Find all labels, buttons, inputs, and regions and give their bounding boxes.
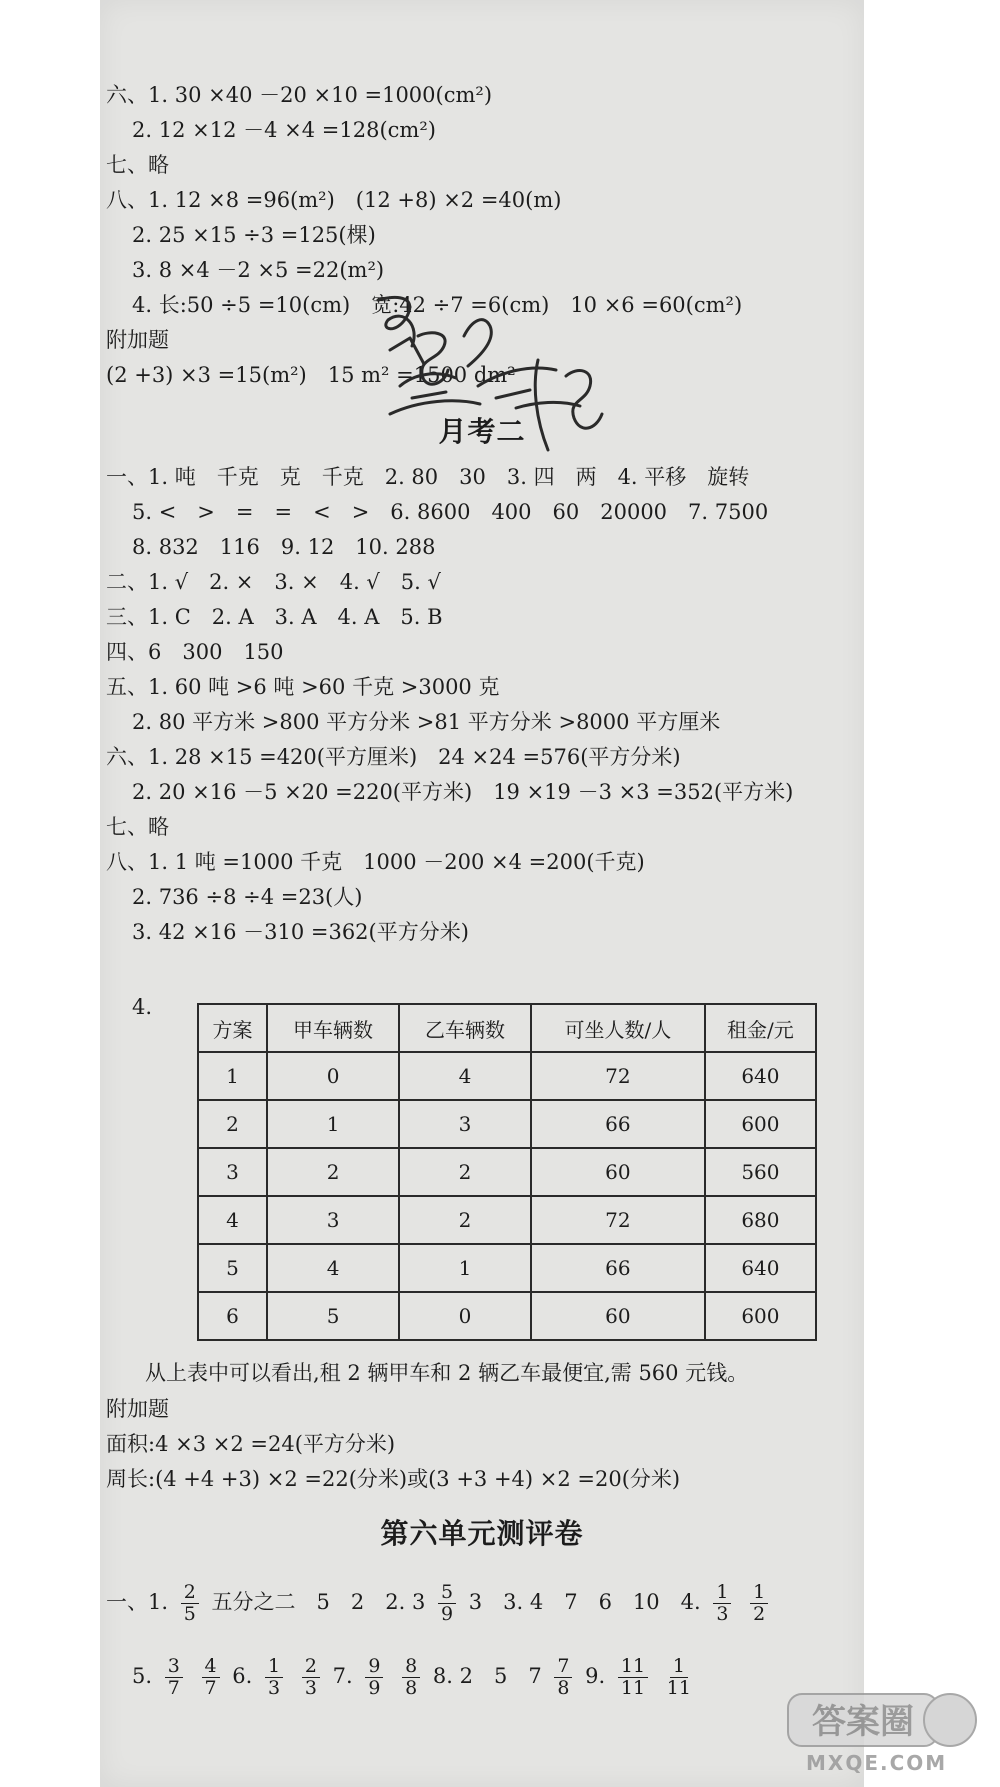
numerator: 1 (713, 1582, 731, 1604)
answer-line: 八、1. 1 吨 =1000 千克 1000 －200 ×4 =200(千克) (106, 850, 645, 874)
table-cell: 600 (705, 1100, 816, 1148)
table-cell: 60 (531, 1292, 705, 1340)
denominator: 9 (441, 1603, 454, 1625)
table-cell: 2 (399, 1148, 531, 1196)
answer-line: 六、1. 28 ×15 =420(平方厘米) 24 ×24 =576(平方分米) (106, 745, 681, 769)
answer-line: 面积:4 ×3 ×2 =24(平方分米) (106, 1432, 396, 1456)
denominator: 9 (368, 1677, 381, 1699)
numerator: 7 (554, 1656, 572, 1678)
numerator: 8 (402, 1656, 420, 1678)
table-header: 可坐人数/人 (531, 1004, 705, 1052)
table-cell: 72 (531, 1196, 705, 1244)
table-cell: 2 (399, 1196, 531, 1244)
numerator: 9 (365, 1656, 383, 1678)
table-header-row (198, 1004, 816, 1052)
section-label: 附加题 (106, 1397, 169, 1421)
table-row (198, 1244, 816, 1292)
watermark-logo-icon (782, 1686, 992, 1776)
fraction (302, 1656, 320, 1699)
table-cell: 4 (399, 1052, 531, 1100)
answer-line: 四、6 300 150 (106, 640, 284, 664)
fraction (202, 1656, 220, 1699)
denominator: 3 (304, 1677, 317, 1699)
answer-text: 7. (332, 1664, 353, 1688)
table-header: 租金/元 (705, 1004, 816, 1052)
answer-line: 4. 长:50 ÷5 =10(cm) 宽:42 ÷7 =6(cm) 10 ×6 =60(cm²) (132, 293, 743, 317)
numerator: 2 (302, 1656, 320, 1678)
answer-text: 6. (232, 1664, 253, 1688)
numerator: 1 (670, 1656, 688, 1678)
answer-line: 五、1. 60 吨 >6 吨 >60 千克 >3000 克 (106, 675, 500, 699)
fraction (713, 1582, 731, 1625)
fraction (181, 1582, 199, 1625)
answer-line: 从上表中可以看出,租 2 辆甲车和 2 辆乙车最便宜,需 560 元钱。 (145, 1361, 749, 1385)
denominator: 8 (557, 1677, 570, 1699)
table-cell: 2 (267, 1148, 399, 1196)
table-header: 甲车辆数 (267, 1004, 399, 1052)
numerator: 2 (181, 1582, 199, 1604)
answer-line: 3. 42 ×16 －310 =362(平方分米) (132, 920, 469, 944)
table-cell: 66 (531, 1244, 705, 1292)
table-row (198, 1052, 816, 1100)
denominator: 8 (405, 1677, 418, 1699)
fraction (554, 1656, 572, 1699)
denominator: 3 (268, 1677, 281, 1699)
numerator: 5 (438, 1582, 456, 1604)
answer-line: 2. 12 ×12 －4 ×4 =128(cm²) (132, 118, 436, 142)
fraction (265, 1656, 283, 1699)
fraction-answer-row (106, 1576, 774, 1628)
table-row (198, 1292, 816, 1340)
table-cell: 5 (198, 1244, 267, 1292)
handwritten-signature-icon (360, 290, 630, 470)
table-cell: 3 (267, 1196, 399, 1244)
answer-text: 5. (132, 1664, 153, 1688)
answer-line: 8. 832 116 9. 12 10. 288 (132, 535, 436, 559)
numerator: 11 (618, 1656, 648, 1678)
table-row (198, 1148, 816, 1196)
numerator: 3 (165, 1656, 183, 1678)
fraction (438, 1582, 456, 1625)
table-cell: 2 (198, 1100, 267, 1148)
table-cell: 680 (705, 1196, 816, 1244)
table-row (198, 1196, 816, 1244)
table-cell: 60 (531, 1148, 705, 1196)
table-cell: 640 (705, 1244, 816, 1292)
fraction (402, 1656, 420, 1699)
fraction (365, 1656, 383, 1699)
table-cell: 640 (705, 1052, 816, 1100)
denominator: 3 (716, 1603, 729, 1625)
table-cell: 66 (531, 1100, 705, 1148)
table-cell: 4 (198, 1196, 267, 1244)
numerator: 1 (265, 1656, 283, 1678)
answer-line: 2. 20 ×16 －5 ×20 =220(平方米) 19 ×19 －3 ×3 =352(平方米) (132, 780, 794, 804)
answer-line: 4. (132, 995, 153, 1019)
table-cell: 1 (399, 1244, 531, 1292)
table-header: 方案 (198, 1004, 267, 1052)
rental-plan-table (197, 1003, 817, 1341)
numerator: 1 (750, 1582, 768, 1604)
fraction (750, 1582, 768, 1625)
fraction (667, 1656, 691, 1699)
answer-text: 一、1. (106, 1590, 169, 1614)
answer-line: 二、1. √ 2. × 3. × 4. √ 5. √ (106, 570, 441, 594)
section-heading: 月考二 (438, 415, 526, 448)
answer-line: 八、1. 12 ×8 =96(m²) (12 +8) ×2 =40(m) (106, 188, 562, 212)
section-label: 附加题 (106, 328, 169, 352)
table-cell: 0 (267, 1052, 399, 1100)
fraction-answer-row (132, 1650, 697, 1702)
table-cell: 1 (198, 1052, 267, 1100)
table-cell: 600 (705, 1292, 816, 1340)
section-heading: 第六单元测评卷 (380, 1517, 584, 1550)
table-cell: 72 (531, 1052, 705, 1100)
table-cell: 5 (267, 1292, 399, 1340)
denominator: 2 (753, 1603, 766, 1625)
answer-line: 七、略 (106, 815, 169, 839)
answer-text: 3 3. 4 7 6 10 4. (468, 1590, 701, 1614)
table-cell: 3 (399, 1100, 531, 1148)
answer-line: 3. 8 ×4 －2 ×5 =22(m²) (132, 258, 385, 282)
watermark-url: MXQE.COM (806, 1751, 948, 1775)
answer-line: 三、1. C 2. A 3. A 4. A 5. B (106, 605, 443, 629)
denominator: 11 (666, 1677, 691, 1699)
table-cell: 4 (267, 1244, 399, 1292)
table-cell: 0 (399, 1292, 531, 1340)
table-cell: 560 (705, 1148, 816, 1196)
answer-text: 9. (585, 1664, 606, 1688)
answer-line: 周长:(4 +4 +3) ×2 =22(分米)或(3 +3 +4) ×2 =20(分米) (106, 1467, 681, 1491)
table-header: 乙车辆数 (399, 1004, 531, 1052)
denominator: 7 (167, 1677, 180, 1699)
table-row (198, 1100, 816, 1148)
fraction (618, 1656, 648, 1699)
denominator: 7 (204, 1677, 217, 1699)
fraction (165, 1656, 183, 1699)
answer-line: 六、1. 30 ×40 －20 ×10 =1000(cm²) (106, 83, 493, 107)
answer-line: (2 +3) ×3 =15(m²) 15 m² =1500 dm² (106, 363, 516, 387)
watermark-text: 答案圈 (812, 1702, 914, 1742)
answer-line: 2. 25 ×15 ÷3 =125(棵) (132, 223, 376, 247)
answer-line: 2. 80 平方米 >800 平方分米 >81 平方分米 >8000 平方厘米 (132, 710, 721, 734)
numerator: 4 (202, 1656, 220, 1678)
answer-line: 2. 736 ÷8 ÷4 =23(人) (132, 885, 363, 909)
table-cell: 3 (198, 1148, 267, 1196)
table-cell: 6 (198, 1292, 267, 1340)
answer-line: 5. < > = = < > 6. 8600 400 60 20000 7. 7500 (132, 500, 769, 524)
answer-line: 一、1. 吨 千克 克 千克 2. 80 30 3. 四 两 4. 平移 旋转 (106, 465, 750, 489)
denominator: 11 (620, 1677, 646, 1699)
answer-text: 8. 2 5 7 (432, 1664, 542, 1688)
answer-line: 七、略 (106, 153, 169, 177)
table-cell: 1 (267, 1100, 399, 1148)
answer-text: 五分之二 5 2 2. 3 (211, 1590, 426, 1614)
denominator: 5 (183, 1603, 196, 1625)
